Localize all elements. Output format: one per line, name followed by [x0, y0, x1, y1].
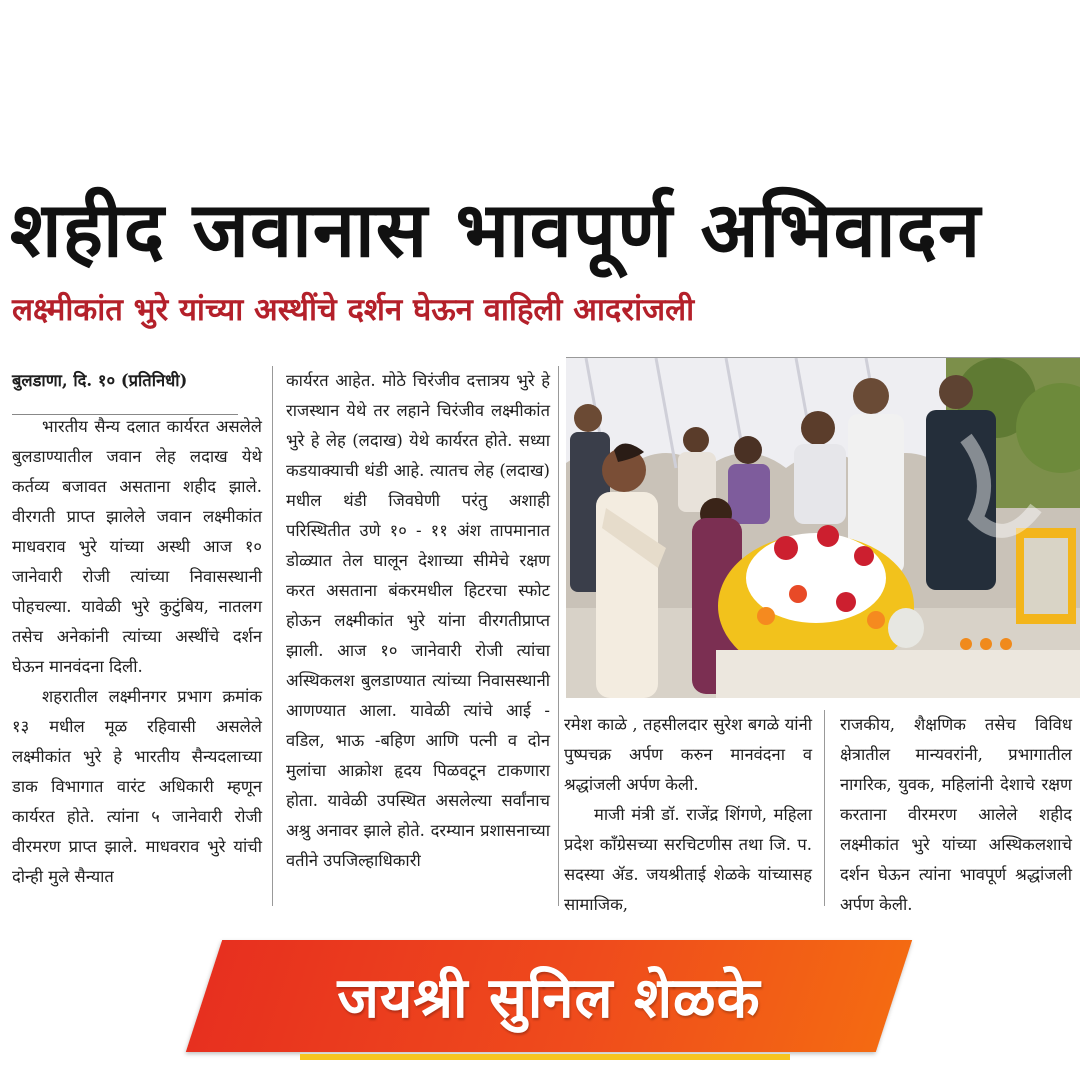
article-column-3 [564, 710, 812, 920]
subheadline: लक्ष्मीकांत भुरे यांच्या अस्थींचे दर्शन घेऊन वाहिली आदरांजली [12, 292, 695, 328]
column-divider-2 [558, 366, 559, 906]
dateline: बुलडाणा, दि. १० (प्रतिनिधी) [12, 371, 188, 390]
column-divider-1 [272, 366, 273, 906]
column-1-paragraph-2: शहरातील लक्ष्मीनगर प्रभाग क्रमांक १३ मधील मूळ रहिवासी असलेले लक्ष्मीकांत भुरे हे भारतीय सैन्यदलाच्या डाक विभागात वारंट अधिकारी म्हणून कार्यरत होते. त्यांना ५ जानेवारी रोजी वीरमरण प्राप्त झाले. माधवराव भुरे यांची दोन्ही मुले सैन्यात [12, 687, 262, 886]
column-2-paragraph-1: कार्यरत आहेत. मोठे चिरंजीव दत्तात्रय भुरे हे राजस्थान येथे तर लहाने चिरंजीव लक्ष्मीकांत भुरे हे लेह (लदाख) येथे कार्यरत होते. सध्या कडयाक्याची थंडी आहे. त्यातच लेह (लदाख) मधील थंडी जिवघेणी परंतु अशाही परिस्थितीत उणे १० - ११ अंश तापमानात डोळ्यात तेल घालून देशाच्या सीमेचे रक्षण करत असताना बंकरमधील हिटरचा स्फोट होऊन लक्ष्मीकांत भुरे यांना वीरगतीप्राप्त झाली. आज १० जानेवारी रोजी त्यांचा अस्थिकलश बुलडाण्यात त्यांच्या निवासस्थानी आणण्यात आला. यावेळी त्यांचे आई - वडिल, भाऊ -बहिण आणि पत्नी व दोन मुलांचा आक्रोश हृदय पिळवटून टाकणारा होता. यावेळी उपस्थित असलेल्या सर्वांनाच अश्रु अनावर झाले होते. दरम्यान प्रशासनाच्या वतीने उपजिल्हाधिकारी [286, 371, 550, 870]
article-column-1 [12, 366, 262, 892]
column-divider-3 [824, 710, 825, 906]
article-column-2 [286, 366, 550, 876]
column-1-paragraph-1: भारतीय सैन्य दलात कार्यरत असलेले बुलडाण्यातील जवान लेह लदाख येथे कर्तव्य बजावत असताना शहीद झाले. वीरगती प्राप्त झालेले जवान लक्ष्मीकांत माधवराव भुरे यांच्या अस्थी आज १० जानेवारी रोजी त्यांच्या निवासस्थानी पोहचल्या. यावेळी भुरे कुटुंबिय, नातलग तसेच अनेकांनी त्यांच्या अस्थींचे दर्शन घेऊन मानवंदना दिली. [12, 417, 262, 676]
column-3-paragraph-1: रमेश काळे , तहसीलदार सुरेश बगळे यांनी पुष्पचक्र अर्पण करुन मानवंदना व श्रद्धांजली अर्पण केली. [564, 715, 812, 794]
memorial-photo [566, 357, 1080, 698]
headline: शहीद जवानास भावपूर्ण अभिवादन [10, 185, 982, 274]
name-banner-underline [300, 1054, 790, 1060]
name-banner-text: जयश्री सुनिल शेळके [337, 966, 761, 1031]
column-3-paragraph-2: माजी मंत्री डॉ. राजेंद्र शिंगणे, महिला प्रदेश कॉंग्रेसच्या सरचिटणीस तथा जि. प. सदस्या ॲड. जयश्रीताई शेळके यांच्यासह सामाजिक, [564, 805, 812, 914]
article-column-4 [840, 710, 1072, 920]
column-4-paragraph-1: राजकीय, शैक्षणिक तसेच विविध क्षेत्रातील मान्यवरांनी, प्रभागातील नागरिक, युवक, महिलांनी देशाचे रक्षण करताना वीरमरण आलेले शहीद लक्ष्मीकांत भुरे यांच्या अस्थिकलशाचे दर्शन घेऊन त्यांना भावपूर्ण श्रद्धांजली अर्पण केली. [840, 715, 1072, 914]
dateline-divider [12, 414, 238, 415]
